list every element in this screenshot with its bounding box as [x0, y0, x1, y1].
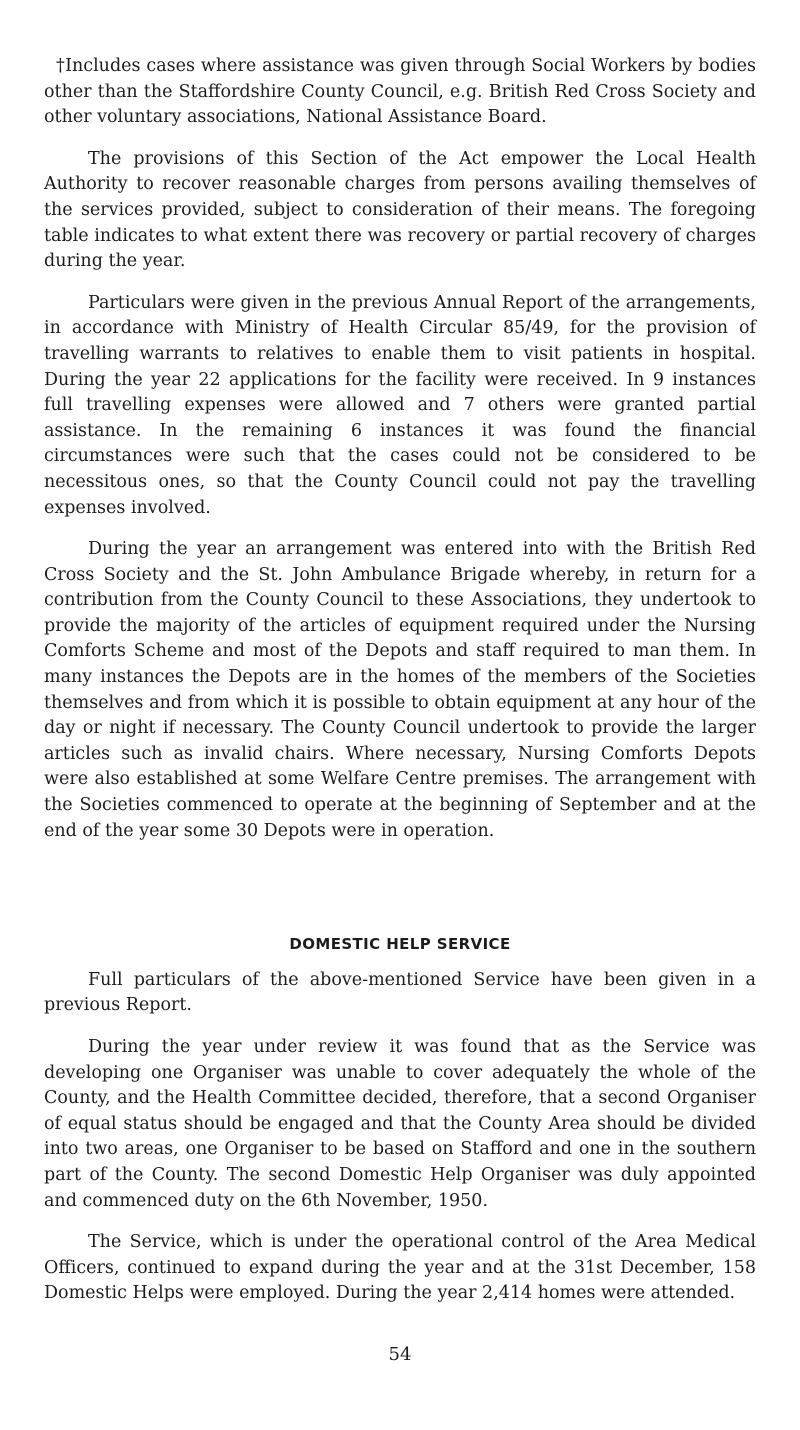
paragraph-second-organiser: During the year under review it was found that as the Service was developing one Organiser was unable to cover adequately the whole of the County, and the Health Committee decided, therefore, that a second Organiser of equal status should be engaged and that the County Area should be divided into two areas, one Organiser to be based on Stafford and one in the southern part of the County. The second Domestic Help Organiser was duly appointed and commenced duty on the 6th November, 1950.	[44, 1037, 756, 1211]
paragraph-domestic-help-intro: Full particulars of the above-mentioned Service have been given in a previous Report.	[44, 969, 756, 1016]
section-heading: DOMESTIC HELP SERVICE	[289, 935, 511, 954]
paragraph-travelling-warrants: Particulars were given in the previous Annual Report of the arrangements, in accordance with Ministry of Health Circular 85/49, for the provision of travelling warrants to relatives to enable them to visit patients in hospital. During the year 22 applications for the facility were received. In 9 instances full travelling expenses were allowed and 7 others were granted partial assistance. In the remaining 6 instances it was found the financial circumstances were such that the cases could not be considered to be necessitous ones, so that the County Council could not pay the travelling expenses involved.	[44, 292, 756, 518]
page-number: 54	[388, 1344, 412, 1365]
paragraph-recovery-of-charges: The provisions of this Section of the Act empower the Local Health Authority to recover reasonable charges from persons availing themselves of the services provided, subject to consideration of their means. The foregoing table indicates to what extent there was recovery or partial recovery of charges during the year.	[44, 148, 756, 272]
document-page	[44, 54, 756, 1307]
paragraph-service-expansion: The Service, which is under the operational control of the Area Medical Officers, continued to expand during the year and at the 31st December, 158 Domestic Helps were employed. During the year 2,414 homes were attended.	[44, 1232, 756, 1304]
footnote: †Includes cases where assistance was given through Social Workers by bodies other than the Staffordshire County Council, e.g. British Red Cross Society and other voluntary associations, National Assistance Board.	[44, 56, 756, 128]
paragraph-nursing-comforts: During the year an arrangement was entered into with the British Red Cross Society and the St. John Ambulance Brigade whereby, in return for a contribution from the County Council to these Associations, they undertook to provide the majority of the articles of equipment required under the Nursing Comforts Scheme and most of the Depots and staff required to man them. In many instances the Depots are in the homes of the members of the Societies themselves and from which it is possible to obtain equipment at any hour of the day or night if necessary. The County Council undertook to provide the larger articles such as invalid chairs. Where necessary, Nursing Comforts Depots were also established at some Welfare Centre premises. The arrangement with the Societies commenced to operate at the beginning of September and at the end of the year some 30 Depots were in operation.	[44, 539, 756, 841]
